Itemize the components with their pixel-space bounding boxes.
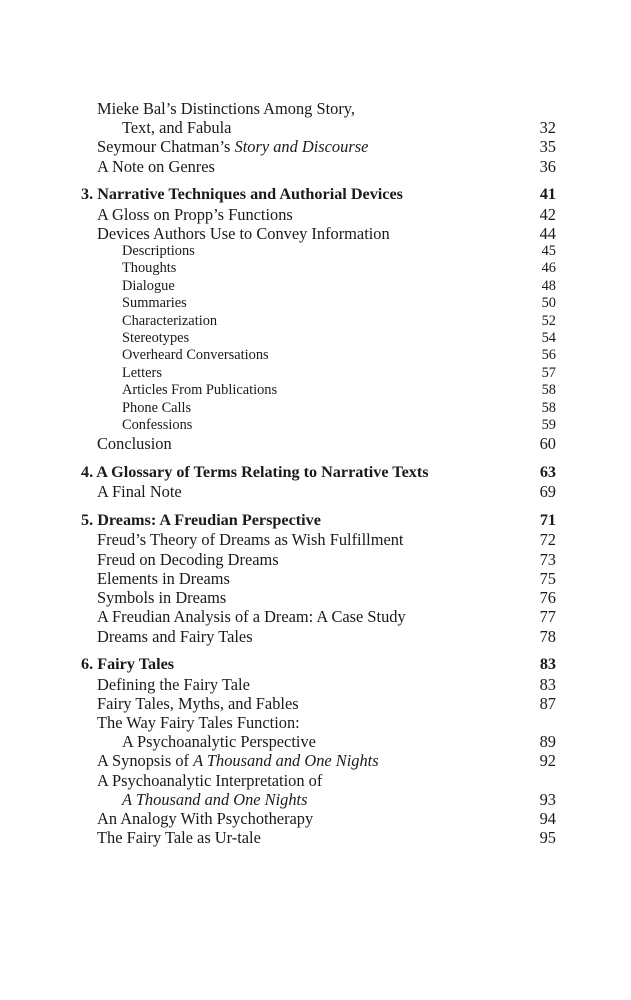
page-number: 50	[541, 295, 556, 312]
toc-entry	[81, 751, 556, 770]
page-number: 56	[541, 347, 556, 364]
entry-title: Overheard Conversations	[122, 347, 269, 364]
entry-title: Articles From Publications	[122, 382, 278, 399]
chapter-heading	[81, 655, 556, 674]
page-number: 42	[539, 204, 556, 224]
toc-subentry	[81, 295, 556, 312]
entry-title-italic: A Thousand and One Nights	[193, 751, 379, 771]
entry-title: Descriptions	[122, 243, 195, 260]
entry-title	[122, 790, 532, 809]
page-number: 36	[539, 156, 556, 176]
entry-title: Devices Authors Use to Convey Information	[97, 223, 390, 243]
page-number: 59	[541, 417, 556, 434]
entry-title: Dialogue	[122, 277, 175, 294]
page-number: 41	[539, 185, 556, 204]
page-number: 78	[539, 626, 556, 646]
toc-entry	[81, 224, 556, 243]
section-gap	[81, 646, 556, 656]
toc-subentry	[81, 382, 556, 399]
page-number: 48	[541, 277, 556, 294]
toc-entry	[81, 732, 556, 751]
toc-subentry	[81, 260, 556, 277]
entry-title: Freud’s Theory of Dreams as Wish Fulfillment	[97, 530, 404, 550]
toc-subentry	[81, 400, 556, 417]
section-gap	[81, 454, 556, 464]
section-gap	[81, 176, 556, 186]
section-gap	[81, 502, 556, 512]
toc-entry	[81, 434, 556, 453]
page-number: 58	[541, 382, 556, 399]
toc-subentry	[81, 278, 556, 295]
page-number: 83	[539, 674, 556, 694]
toc-entry	[81, 118, 556, 137]
page-number: 93	[539, 789, 556, 809]
toc-entry	[81, 157, 556, 176]
entry-title: Thoughts	[122, 260, 177, 277]
toc-entry	[81, 771, 556, 790]
entry-title-italic: Story and Discourse	[234, 137, 369, 157]
entry-title: Text, and Fabula	[122, 118, 232, 138]
chapter-heading	[81, 511, 556, 530]
toc-entry	[81, 627, 556, 646]
entry-title: Letters	[122, 364, 162, 381]
toc-entry	[81, 550, 556, 569]
entry-title: 3. Narrative Techniques and Authorial Devices	[81, 185, 403, 204]
entry-title: 5. Dreams: A Freudian Perspective	[81, 511, 321, 530]
toc-subentry	[81, 417, 556, 434]
toc-subentry	[81, 365, 556, 382]
page-number: 75	[539, 568, 556, 588]
page-number: 54	[541, 330, 556, 347]
entry-title: Freud on Decoding Dreams	[97, 549, 279, 569]
toc-entry	[81, 809, 556, 828]
page-number: 83	[539, 655, 556, 674]
entry-title: An Analogy With Psychotherapy	[97, 808, 314, 828]
toc-entry	[81, 607, 556, 626]
toc-entry	[81, 828, 556, 847]
entry-title: A Psychoanalytic Perspective	[122, 732, 316, 752]
toc-entry	[81, 569, 556, 588]
entry-title: Fairy Tales, Myths, and Fables	[97, 693, 299, 713]
page-number: 45	[541, 243, 556, 260]
entry-title: Mieke Bal’s Distinctions Among Story,	[97, 99, 355, 118]
entry-title: The Way Fairy Tales Function:	[97, 712, 300, 732]
page-number: 76	[539, 588, 556, 608]
entry-title: Symbols in Dreams	[97, 588, 227, 608]
entry-title: Elements in Dreams	[97, 568, 230, 588]
toc-entry	[81, 482, 556, 501]
entry-title: A Gloss on Propp’s Functions	[97, 204, 293, 224]
entry-title: A Psychoanalytic Interpretation of	[97, 770, 323, 790]
entry-title-text: A Synopsis of	[97, 751, 194, 771]
toc-entry	[81, 205, 556, 224]
entry-title: Confessions	[122, 417, 193, 434]
entry-title	[97, 751, 532, 770]
toc-subentry	[81, 347, 556, 364]
toc-entry	[81, 137, 556, 156]
chapter-heading	[81, 463, 556, 482]
page-number: 89	[539, 732, 556, 752]
toc-entry	[81, 713, 556, 732]
page-number: 72	[539, 530, 556, 550]
entry-title: A Note on Genres	[97, 156, 215, 176]
entry-title: A Freudian Analysis of a Dream: A Case Study	[97, 607, 406, 627]
entry-title: 6. Fairy Tales	[81, 655, 175, 674]
page-number: 71	[539, 511, 556, 530]
chapter-heading	[81, 185, 556, 204]
entry-title: A Final Note	[97, 482, 182, 502]
page-number: 58	[541, 399, 556, 416]
toc-entry	[81, 99, 556, 118]
toc-subentry	[81, 243, 556, 260]
page-number: 35	[539, 137, 556, 157]
page-number: 87	[539, 693, 556, 713]
page-number: 77	[539, 607, 556, 627]
entry-title	[97, 137, 532, 156]
toc-subentry	[81, 313, 556, 330]
page-number: 63	[539, 463, 556, 482]
entry-title: The Fairy Tale as Ur-tale	[97, 828, 261, 848]
toc-entry	[81, 790, 556, 809]
entry-title-text: Seymour Chatman’s	[97, 137, 235, 157]
page-number: 44	[539, 223, 556, 243]
table-of-contents	[81, 99, 556, 847]
page-number: 46	[541, 260, 556, 277]
entry-title: Conclusion	[97, 434, 172, 454]
toc-entry	[81, 675, 556, 694]
page-number: 92	[539, 751, 556, 771]
entry-title: Characterization	[122, 312, 218, 329]
page-number: 95	[539, 828, 556, 848]
toc-entry	[81, 694, 556, 713]
entry-title: Dreams and Fairy Tales	[97, 626, 253, 646]
page-number: 60	[539, 434, 556, 454]
page-number: 52	[541, 312, 556, 329]
entry-title: Stereotypes	[122, 330, 190, 347]
page-number: 69	[539, 482, 556, 502]
toc-entry	[81, 530, 556, 549]
toc-entry	[81, 588, 556, 607]
entry-title: Defining the Fairy Tale	[97, 674, 250, 694]
page-number: 73	[539, 549, 556, 569]
entry-title: Summaries	[122, 295, 187, 312]
entry-title: Phone Calls	[122, 399, 192, 416]
entry-title: 4. A Glossary of Terms Relating to Narrative Texts	[81, 463, 429, 482]
entry-title-italic: A Thousand and One Nights	[122, 789, 308, 809]
page-number: 94	[539, 808, 556, 828]
page-number: 57	[541, 364, 556, 381]
toc-subentry	[81, 330, 556, 347]
page-number: 32	[539, 118, 556, 138]
